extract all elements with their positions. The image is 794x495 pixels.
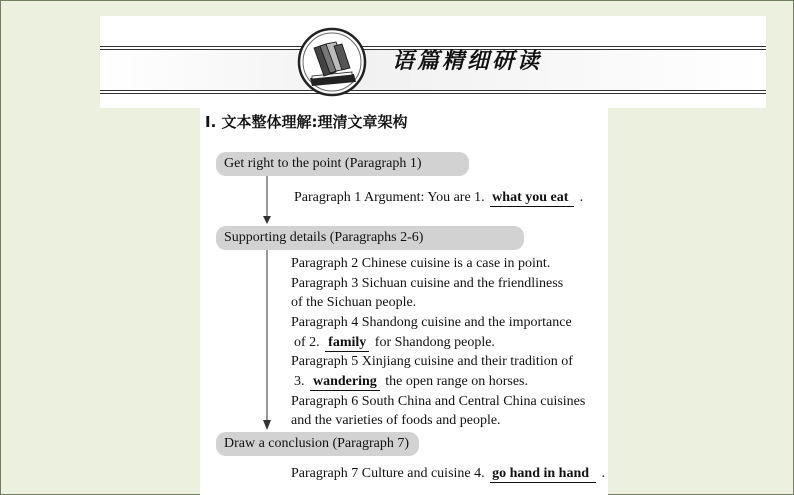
banner-rule-bottom xyxy=(100,90,766,91)
step-draw-conclusion: Draw a conclusion (Paragraph 7) xyxy=(216,432,419,456)
detail-paragraph-5b xyxy=(294,372,528,392)
detail-paragraph-3a: Paragraph 3 Sichuan cuisine and the friendliness xyxy=(291,276,564,291)
section-title: Ⅰ. 文本整体理解:理清文章架构 xyxy=(205,113,408,131)
detail-text: . xyxy=(601,466,606,481)
detail-text: . xyxy=(579,190,584,205)
answer-1: what you eat xyxy=(490,190,574,207)
detail-text: Paragraph 7 Culture and cuisine 4. xyxy=(291,466,485,481)
detail-paragraph-2: Paragraph 2 Chinese cuisine is a case in point. xyxy=(291,256,551,271)
answer-3: wandering xyxy=(310,374,380,391)
detail-text: Paragraph 1 Argument: You are 1. xyxy=(294,190,485,205)
detail-paragraph-6a: Paragraph 6 South China and Central China cuisines xyxy=(291,394,586,409)
step-get-right-to-point: Get right to the point (Paragraph 1) xyxy=(216,152,469,176)
detail-paragraph-5a: Paragraph 5 Xinjiang cuisine and their tradition of xyxy=(291,354,573,369)
step-supporting-details: Supporting details (Paragraphs 2-6) xyxy=(216,226,524,250)
detail-text: for Shandong people. xyxy=(374,335,495,350)
answer-2: family xyxy=(325,335,369,352)
detail-paragraph-4a: Paragraph 4 Shandong cuisine and the importance xyxy=(291,315,572,330)
answer-4: go hand in hand xyxy=(490,466,596,483)
detail-text: 3. xyxy=(294,374,305,389)
books-icon xyxy=(296,26,368,98)
detail-paragraph-7 xyxy=(291,464,605,484)
banner-rule-bottom-outer xyxy=(100,93,766,94)
detail-text: of 2. xyxy=(294,335,320,350)
detail-paragraph-4b xyxy=(294,333,495,353)
arrow-down-icon xyxy=(262,250,272,430)
header-banner xyxy=(100,16,766,108)
detail-paragraph-3b: of the Sichuan people. xyxy=(291,295,417,310)
arrow-down-icon xyxy=(262,176,272,224)
detail-text: the open range on horses. xyxy=(385,374,528,389)
detail-paragraph-1 xyxy=(294,188,583,208)
detail-paragraph-6b: and the varieties of foods and people. xyxy=(291,413,501,428)
banner-title: 语篇精细研读 xyxy=(392,48,543,74)
